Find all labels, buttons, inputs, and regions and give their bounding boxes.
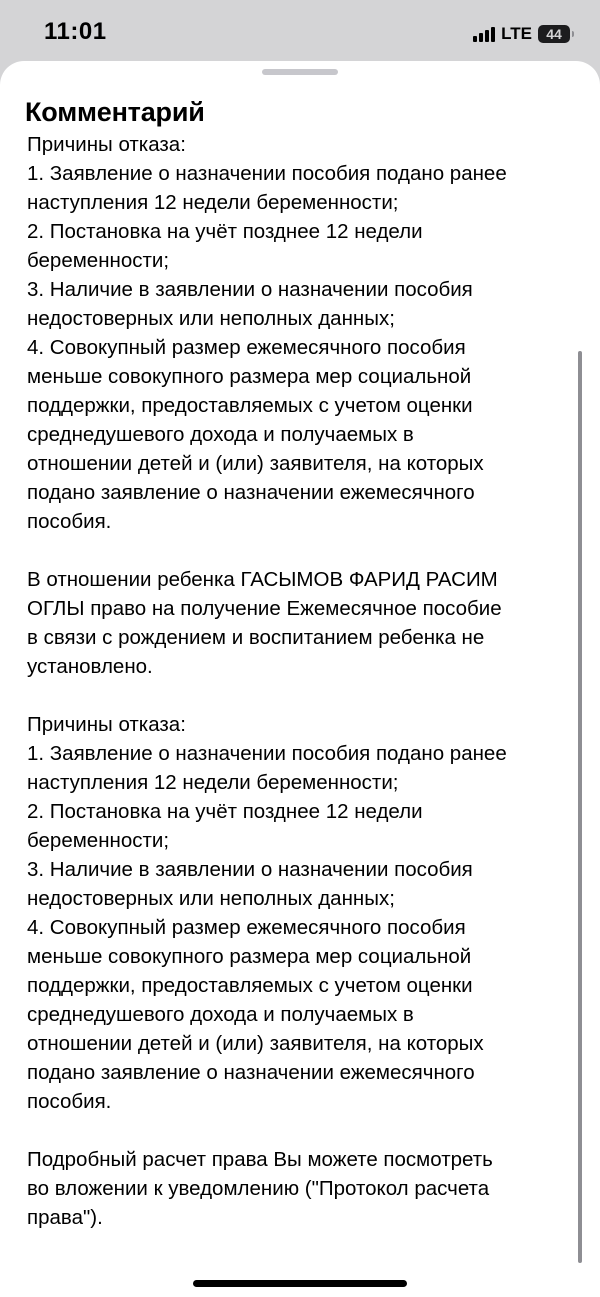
status-indicators — [473, 24, 570, 44]
signal-bars-icon — [473, 26, 495, 42]
home-indicator[interactable] — [193, 1280, 407, 1287]
network-type-label: LTE — [501, 24, 532, 43]
protocol-note-paragraph: Подробный расчет права Вы можете посмотреть во вложении к уведомлению ("Протокол расчета права"). — [27, 1148, 493, 1229]
child-decision-paragraph: В отношении ребенка ГАСЫМОВ ФАРИД РАСИМ ОГЛЫ право на получение Ежемесячное пособие в связи с рождением и воспитанием ребенка не установлено. — [27, 568, 502, 678]
paragraph-spacer — [27, 1116, 572, 1145]
paragraph-spacer — [27, 681, 572, 710]
status-time: 11:01 — [44, 18, 107, 45]
sheet-title: Комментарий — [25, 97, 205, 127]
paragraph-spacer — [27, 536, 572, 565]
battery-icon — [538, 25, 570, 43]
comment-sheet — [0, 61, 600, 1297]
status-bar — [0, 0, 600, 62]
comment-text-area[interactable] — [27, 134, 572, 1232]
sheet-grabber-handle[interactable] — [262, 69, 338, 75]
vertical-scrollbar[interactable] — [578, 351, 582, 1263]
battery-level: 44 — [546, 26, 562, 42]
refusal-reasons-paragraph: Причины отказа: 1. Заявление о назначении пособия подано ранее наступления 12 недели беременности; 2. Постановка на учёт позднее 12 недели беременности; 3. Наличие в заявлении о назначении пособия недостоверных или неполных данных; 4. Совокупный размер ежемесячного пособия меньше совокупного размера мер социальной поддержки, предоставляемых с учетом оценки среднедушевого дохода и получаемых в отношении детей и (или) заявителя, на которых подано заявление о назначении ежемесячного пособия. — [27, 133, 507, 533]
refusal-reasons-paragraph: Причины отказа: 1. Заявление о назначении пособия подано ранее наступления 12 недели беременности; 2. Постановка на учёт позднее 12 недели беременности; 3. Наличие в заявлении о назначении пособия недостоверных или неполных данных; 4. Совокупный размер ежемесячного пособия меньше совокупного размера мер социальной поддержки, предоставляемых с учетом оценки среднедушевого дохода и получаемых в отношении детей и (или) заявителя, на которых подано заявление о назначении ежемесячного пособия. — [27, 713, 507, 1113]
